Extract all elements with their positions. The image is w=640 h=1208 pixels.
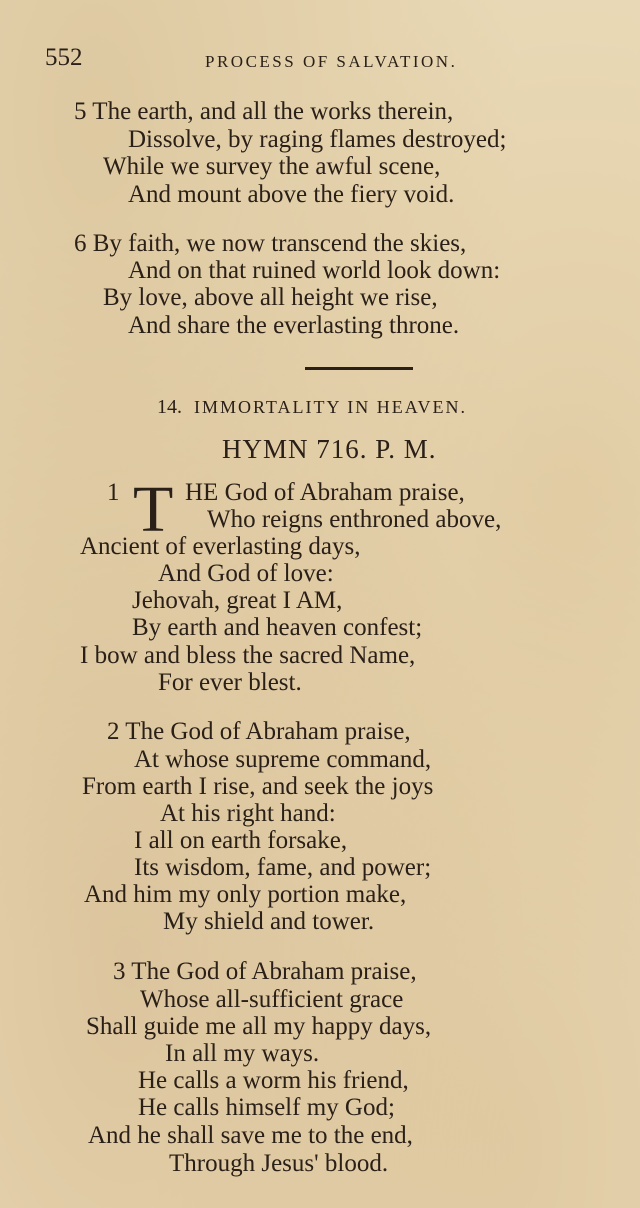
page-number: 552 xyxy=(45,44,83,71)
verse-line: And God of love: xyxy=(158,560,334,587)
verse-line: By earth and heaven confest; xyxy=(132,614,423,641)
verse-line: And on that ruined world look down: xyxy=(128,257,501,284)
verse-line: And him my only portion make, xyxy=(84,881,407,908)
verse-line: I all on earth forsake, xyxy=(134,827,348,854)
verse-line: 6 By faith, we now transcend the skies, xyxy=(74,230,467,257)
verse-line: From earth I rise, and seek the joys xyxy=(82,773,434,800)
verse-line: And mount above the fiery void. xyxy=(128,181,455,208)
verse-line: And share the everlasting throne. xyxy=(128,312,460,339)
section-number: 14. xyxy=(157,396,182,418)
verse-line: By love, above all height we rise, xyxy=(103,284,438,311)
section-divider xyxy=(305,367,413,370)
section-title: IMMORTALITY IN HEAVEN. xyxy=(194,397,467,417)
verse-line: 3 The God of Abraham praise, xyxy=(113,958,417,985)
running-head: PROCESS OF SALVATION. xyxy=(205,52,458,71)
verse-line: He calls himself my God; xyxy=(138,1094,395,1121)
verse-line: 5 The earth, and all the works therein, xyxy=(74,98,454,125)
verse-line: HE God of Abraham praise, xyxy=(185,479,465,506)
verse-line: Dissolve, by raging flames destroyed; xyxy=(128,126,507,153)
verse-line: Shall guide me all my happy days, xyxy=(86,1013,432,1040)
verse-line: Whose all-sufficient grace xyxy=(140,986,404,1013)
verse-line: Jehovah, great I AM, xyxy=(132,587,343,614)
verse-number: 1 xyxy=(107,479,120,506)
verse-line: Ancient of everlasting days, xyxy=(80,533,361,560)
verse-line: Who reigns enthroned above, xyxy=(207,506,502,533)
verse-line: 2 The God of Abraham praise, xyxy=(107,718,411,745)
verse-line: At whose supreme command, xyxy=(134,746,432,773)
verse-line: While we survey the awful scene, xyxy=(103,153,441,180)
hymn-title: HYMN 716. P. M. xyxy=(222,434,437,464)
drop-cap: T xyxy=(133,473,174,546)
verse-line: And he shall save me to the end, xyxy=(88,1122,413,1149)
verse-line: At his right hand: xyxy=(160,800,336,827)
verse-line: In all my ways. xyxy=(165,1040,320,1067)
verse-line: For ever blest. xyxy=(158,669,302,696)
verse-line: Through Jesus' blood. xyxy=(169,1150,389,1177)
verse-line: Its wisdom, fame, and power; xyxy=(134,854,432,881)
verse-line: My shield and tower. xyxy=(163,908,375,935)
section-heading xyxy=(157,396,467,419)
verse-line: He calls a worm his friend, xyxy=(138,1067,409,1094)
verse-line: I bow and bless the sacred Name, xyxy=(80,642,416,669)
